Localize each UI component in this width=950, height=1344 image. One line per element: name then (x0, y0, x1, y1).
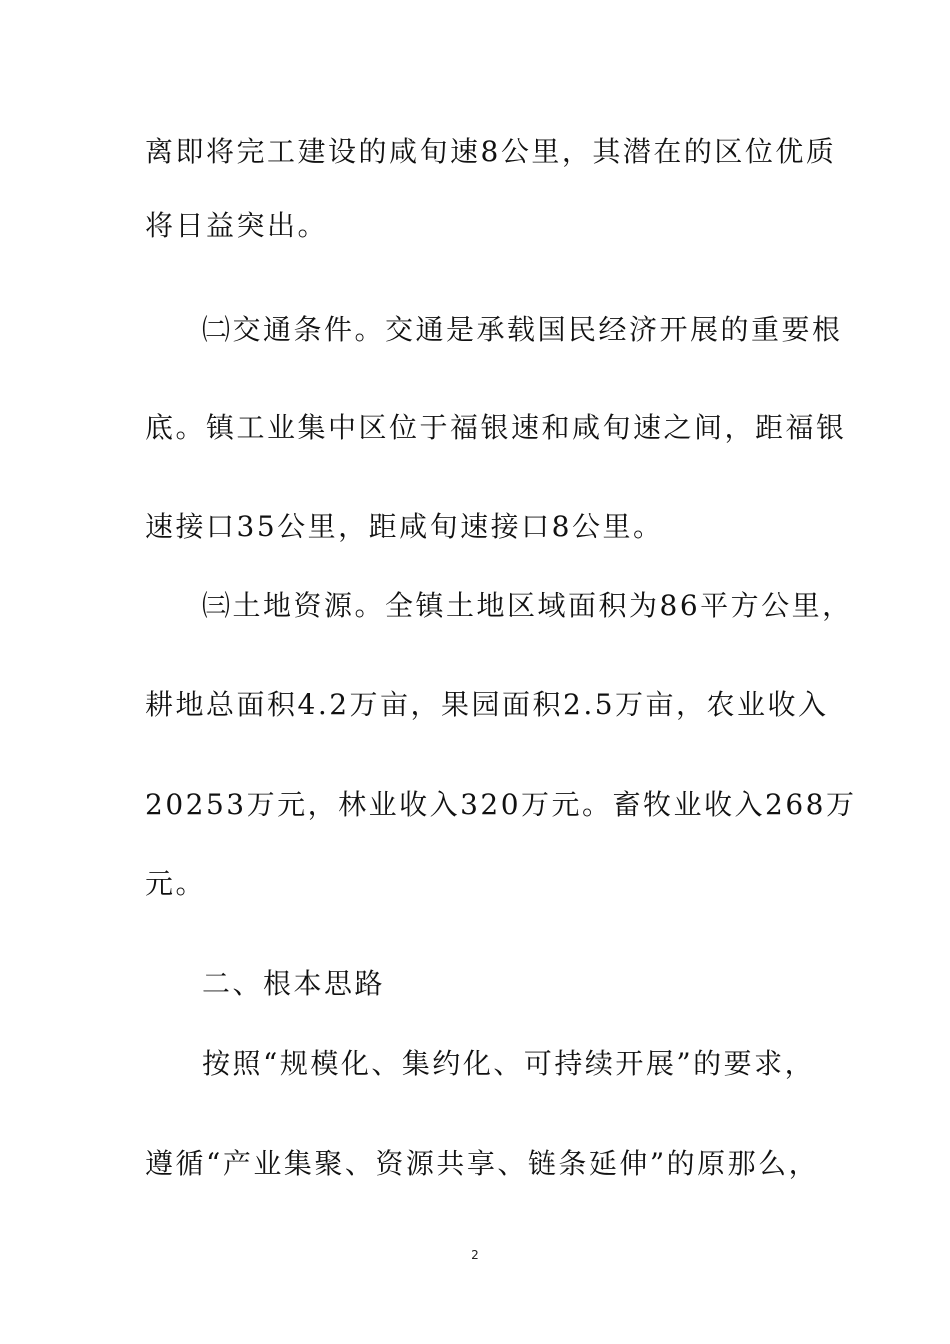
text-line-9: 元。 (145, 867, 207, 900)
section-heading: 二、根本思路 (202, 967, 386, 1000)
text-line-1: 离即将完工建设的咸旬速8公里，其潜在的区位优质 (145, 135, 837, 168)
text-line-12: 遵循“产业集聚、资源共享、链条延伸”的原那么， (145, 1147, 820, 1180)
text-line-6: ㈢土地资源。全镇土地区域面积为86平方公里， (202, 589, 853, 622)
text-line-5: 速接口35公里，距咸旬速接口8公里。 (145, 510, 664, 543)
text-line-4: 底。镇工业集中区位于福银速和咸旬速之间，距福银 (145, 411, 847, 444)
page-number: 2 (471, 1248, 479, 1262)
text-line-2: 将日益突出。 (145, 209, 329, 242)
text-line-8: 20253万元，林业收入320万元。畜牧业收入268万 (145, 788, 857, 821)
text-line-11: 按照“规模化、集约化、可持续开展”的要求， (202, 1047, 816, 1080)
text-line-7: 耕地总面积4.2万亩，果园面积2.5万亩，农业收入 (145, 688, 829, 721)
text-line-3: ㈡交通条件。交通是承载国民经济开展的重要根 (202, 313, 843, 346)
